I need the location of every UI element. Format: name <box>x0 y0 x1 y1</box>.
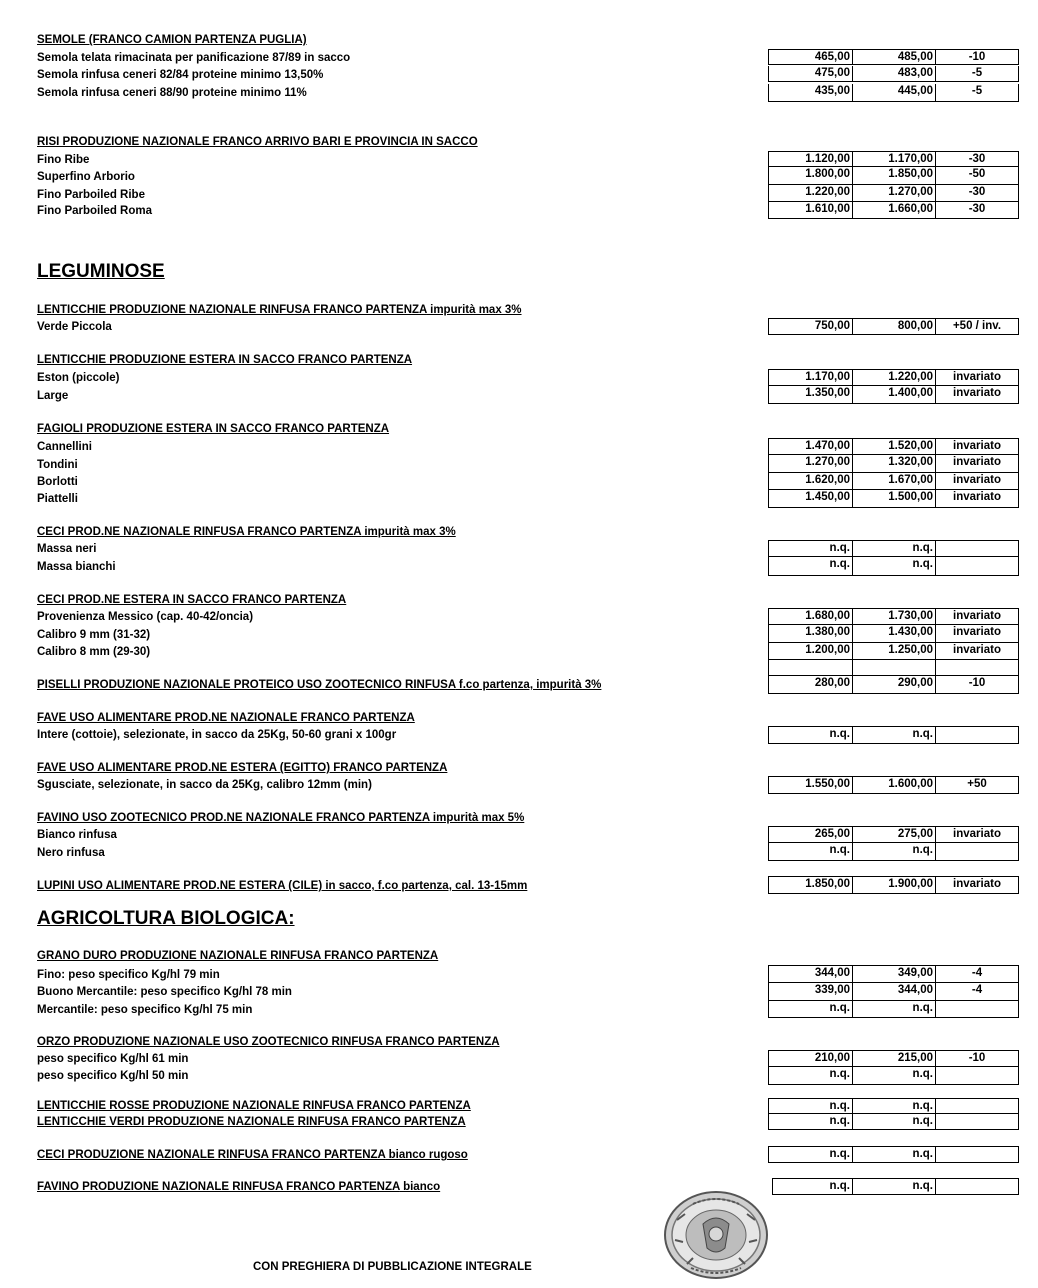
variation-cell: -4 <box>935 965 1019 983</box>
section-title-fave-nazionale: FAVE USO ALIMENTARE PROD.NE NAZIONALE FRANCO PARTENZA <box>37 712 415 724</box>
price-max-cell: 1.850,00 <box>852 167 936 185</box>
empty-cell <box>852 660 936 676</box>
variation-cell: -5 <box>935 66 1019 82</box>
price-min-cell: 1.200,00 <box>768 643 853 660</box>
variation-cell <box>935 1146 1019 1163</box>
variation-cell: -5 <box>935 84 1019 102</box>
heading-leguminose: LEGUMINOSE <box>37 261 165 282</box>
row-label: Fino Ribe <box>37 154 90 166</box>
variation-cell <box>935 1178 1019 1195</box>
variation-cell: +50 / inv. <box>935 318 1019 335</box>
price-min-cell: 1.620,00 <box>768 473 853 490</box>
variation-cell: -4 <box>935 983 1019 1001</box>
price-max-cell: n.q. <box>852 1067 936 1085</box>
price-max-cell: 483,00 <box>852 66 936 82</box>
price-min-cell: n.q. <box>768 1146 853 1163</box>
price-min-cell: 1.220,00 <box>768 185 853 202</box>
price-min-cell: 344,00 <box>768 965 853 983</box>
price-max-cell: 1.400,00 <box>852 386 936 404</box>
row-label: Piattelli <box>37 493 78 505</box>
section-title-lenticchie-verdi-bio: LENTICCHIE VERDI PRODUZIONE NAZIONALE RINFUSA FRANCO PARTENZA <box>37 1116 466 1128</box>
row-label: Semola telata rimacinata per panificazione 87/89 in sacco <box>37 52 351 64</box>
row-label: peso specifico Kg/hl 61 min <box>37 1053 189 1065</box>
price-min-cell: 280,00 <box>768 676 853 694</box>
price-min-cell: 1.800,00 <box>768 167 853 185</box>
price-max-cell: n.q. <box>852 1001 936 1018</box>
row-label: Fino Parboiled Roma <box>37 205 153 217</box>
row-label: Calibro 9 mm (31-32) <box>37 629 151 641</box>
price-max-cell: n.q. <box>852 1178 936 1195</box>
price-min-cell: 750,00 <box>768 318 853 335</box>
row-label: Bianco rinfusa <box>37 829 117 841</box>
price-max-cell: 485,00 <box>852 49 936 65</box>
section-title-lenticchie-estera: LENTICCHIE PRODUZIONE ESTERA IN SACCO FRANCO PARTENZA <box>37 354 413 366</box>
variation-cell <box>935 557 1019 576</box>
variation-cell: invariato <box>935 826 1019 843</box>
section-title-ceci-estera: CECI PROD.NE ESTERA IN SACCO FRANCO PARTENZA <box>37 594 347 606</box>
price-min-cell: 1.610,00 <box>768 202 853 219</box>
price-min-cell: 1.850,00 <box>768 876 853 894</box>
price-max-cell: n.q. <box>852 1146 936 1163</box>
price-max-cell: 1.250,00 <box>852 643 936 660</box>
row-label: Intere (cottoie), selezionate, in sacco da 25Kg, 50-60 grani x 100gr <box>37 729 397 741</box>
price-max-cell: 1.900,00 <box>852 876 936 894</box>
section-title-grano-duro-bio: GRANO DURO PRODUZIONE NAZIONALE RINFUSA FRANCO PARTENZA <box>37 950 439 962</box>
price-min-cell: 1.470,00 <box>768 438 853 455</box>
price-max-cell: 800,00 <box>852 318 936 335</box>
price-min-cell: n.q. <box>768 1098 853 1114</box>
section-title-lenticchie-nazionale: LENTICCHIE PRODUZIONE NAZIONALE RINFUSA FRANCO PARTENZA impurità max 3% <box>37 304 522 316</box>
price-min-cell: 1.170,00 <box>768 369 853 386</box>
price-max-cell: 1.220,00 <box>852 369 936 386</box>
variation-cell: -30 <box>935 202 1019 219</box>
price-max-cell: n.q. <box>852 557 936 576</box>
price-max-cell: 1.730,00 <box>852 608 936 625</box>
variation-cell <box>935 726 1019 744</box>
row-label: Massa neri <box>37 543 97 555</box>
variation-cell: -10 <box>935 1050 1019 1067</box>
variation-cell: invariato <box>935 876 1019 894</box>
price-max-cell: 1.670,00 <box>852 473 936 490</box>
row-label: Calibro 8 mm (29-30) <box>37 646 151 658</box>
price-max-cell: 1.170,00 <box>852 151 936 167</box>
row-label: Tondini <box>37 459 78 471</box>
price-min-cell: 1.550,00 <box>768 776 853 794</box>
price-min-cell: n.q. <box>768 726 853 744</box>
price-min-cell: n.q. <box>768 540 853 557</box>
row-label: Fino Parboiled Ribe <box>37 189 145 201</box>
variation-cell <box>935 843 1019 861</box>
price-max-cell: 1.430,00 <box>852 625 936 643</box>
section-title-lenticchie-rosse-bio: LENTICCHIE ROSSE PRODUZIONE NAZIONALE RINFUSA FRANCO PARTENZA <box>37 1100 471 1112</box>
price-min-cell: 1.270,00 <box>768 455 853 473</box>
price-min-cell: n.q. <box>768 1114 853 1130</box>
price-max-cell: 1.660,00 <box>852 202 936 219</box>
variation-cell: -10 <box>935 49 1019 65</box>
variation-cell: -30 <box>935 151 1019 167</box>
variation-cell: invariato <box>935 369 1019 386</box>
price-min-cell: 210,00 <box>768 1050 853 1067</box>
price-min-cell: 339,00 <box>768 983 853 1001</box>
row-label: Mercantile: peso specifico Kg/hl 75 min <box>37 1004 253 1016</box>
section-title-ceci-bio: CECI PRODUZIONE NAZIONALE RINFUSA FRANCO PARTENZA bianco rugoso <box>37 1149 468 1161</box>
price-min-cell: 475,00 <box>768 66 853 82</box>
variation-cell: -30 <box>935 185 1019 202</box>
variation-cell: -50 <box>935 167 1019 185</box>
row-label: Semola rinfusa ceneri 88/90 proteine minimo 11% <box>37 87 307 99</box>
empty-cell <box>935 660 1019 676</box>
price-max-cell: 349,00 <box>852 965 936 983</box>
price-min-cell: n.q. <box>768 1067 853 1085</box>
row-label: peso specifico Kg/hl 50 min <box>37 1070 189 1082</box>
footer-note: CON PREGHIERA DI PUBBLICAZIONE INTEGRALE <box>253 1261 532 1273</box>
variation-cell <box>935 1098 1019 1114</box>
section-title-piselli: PISELLI PRODUZIONE NAZIONALE PROTEICO USO ZOOTECNICO RINFUSA f.co partenza, impurità 3% <box>37 679 602 691</box>
section-title-favino-bio: FAVINO PRODUZIONE NAZIONALE RINFUSA FRANCO PARTENZA bianco <box>37 1181 441 1193</box>
price-max-cell: 344,00 <box>852 983 936 1001</box>
variation-cell: invariato <box>935 490 1019 508</box>
variation-cell <box>935 540 1019 557</box>
section-title-semole: SEMOLE (FRANCO CAMION PARTENZA PUGLIA) <box>37 34 307 46</box>
row-label: Massa bianchi <box>37 561 116 573</box>
row-label: Eston (piccole) <box>37 372 120 384</box>
section-title-risi: RISI PRODUZIONE NAZIONALE FRANCO ARRIVO BARI E PROVINCIA IN SACCO <box>37 136 478 148</box>
row-label: Verde Piccola <box>37 321 112 333</box>
row-label: Fino: peso specifico Kg/hl 79 min <box>37 969 220 981</box>
price-max-cell: 1.320,00 <box>852 455 936 473</box>
price-min-cell: 1.450,00 <box>768 490 853 508</box>
row-label: Large <box>37 390 69 402</box>
price-max-cell: n.q. <box>852 1098 936 1114</box>
section-title-fave-estera: FAVE USO ALIMENTARE PROD.NE ESTERA (EGITTO) FRANCO PARTENZA <box>37 762 448 774</box>
row-label: Superfino Arborio <box>37 171 135 183</box>
price-max-cell: 445,00 <box>852 84 936 102</box>
row-label: Buono Mercantile: peso specifico Kg/hl 78 min <box>37 986 292 998</box>
price-min-cell: n.q. <box>768 843 853 861</box>
section-title-orzo-bio: ORZO PRODUZIONE NAZIONALE USO ZOOTECNICO RINFUSA FRANCO PARTENZA <box>37 1036 500 1048</box>
variation-cell <box>935 1114 1019 1130</box>
price-max-cell: 1.520,00 <box>852 438 936 455</box>
price-max-cell: n.q. <box>852 1114 936 1130</box>
price-min-cell: 465,00 <box>768 49 853 65</box>
variation-cell: invariato <box>935 625 1019 643</box>
row-label: Semola rinfusa ceneri 82/84 proteine minimo 13,50% <box>37 69 324 81</box>
price-min-cell: n.q. <box>768 557 853 576</box>
row-label: Borlotti <box>37 476 78 488</box>
variation-cell: invariato <box>935 386 1019 404</box>
price-max-cell: n.q. <box>852 726 936 744</box>
variation-cell: invariato <box>935 643 1019 660</box>
price-max-cell: 1.270,00 <box>852 185 936 202</box>
section-title-lupini: LUPINI USO ALIMENTARE PROD.NE ESTERA (CILE) in sacco, f.co partenza, cal. 13-15mm <box>37 880 528 892</box>
section-title-fagioli: FAGIOLI PRODUZIONE ESTERA IN SACCO FRANCO PARTENZA <box>37 423 390 435</box>
section-title-ceci-nazionale: CECI PROD.NE NAZIONALE RINFUSA FRANCO PARTENZA impurità max 3% <box>37 526 456 538</box>
price-max-cell: n.q. <box>852 540 936 557</box>
price-min-cell: n.q. <box>768 1001 853 1018</box>
variation-cell: +50 <box>935 776 1019 794</box>
variation-cell: invariato <box>935 455 1019 473</box>
row-label: Provenienza Messico (cap. 40-42/oncia) <box>37 611 254 623</box>
price-min-cell: 265,00 <box>768 826 853 843</box>
price-max-cell: 290,00 <box>852 676 936 694</box>
row-label: Cannellini <box>37 441 92 453</box>
variation-cell: invariato <box>935 438 1019 455</box>
variation-cell: invariato <box>935 608 1019 625</box>
price-max-cell: 1.600,00 <box>852 776 936 794</box>
variation-cell <box>935 1067 1019 1085</box>
row-label: Sgusciate, selezionate, in sacco da 25Kg, calibro 12mm (min) <box>37 779 372 791</box>
chamber-of-commerce-seal-icon <box>663 1190 769 1280</box>
variation-cell: invariato <box>935 473 1019 490</box>
heading-agricoltura-biologica: AGRICOLTURA BIOLOGICA: <box>37 908 295 929</box>
price-min-cell: 1.120,00 <box>768 151 853 167</box>
price-min-cell: 1.380,00 <box>768 625 853 643</box>
price-max-cell: 215,00 <box>852 1050 936 1067</box>
price-min-cell: 1.680,00 <box>768 608 853 625</box>
row-label: Nero rinfusa <box>37 847 105 859</box>
price-max-cell: 275,00 <box>852 826 936 843</box>
price-min-cell: 435,00 <box>768 84 853 102</box>
price-min-cell: 1.350,00 <box>768 386 853 404</box>
section-title-favino: FAVINO USO ZOOTECNICO PROD.NE NAZIONALE FRANCO PARTENZA impurità max 5% <box>37 812 525 824</box>
variation-cell <box>935 1001 1019 1018</box>
empty-cell <box>768 660 853 676</box>
price-max-cell: n.q. <box>852 843 936 861</box>
price-max-cell: 1.500,00 <box>852 490 936 508</box>
variation-cell: -10 <box>935 676 1019 694</box>
price-min-cell: n.q. <box>772 1178 853 1195</box>
